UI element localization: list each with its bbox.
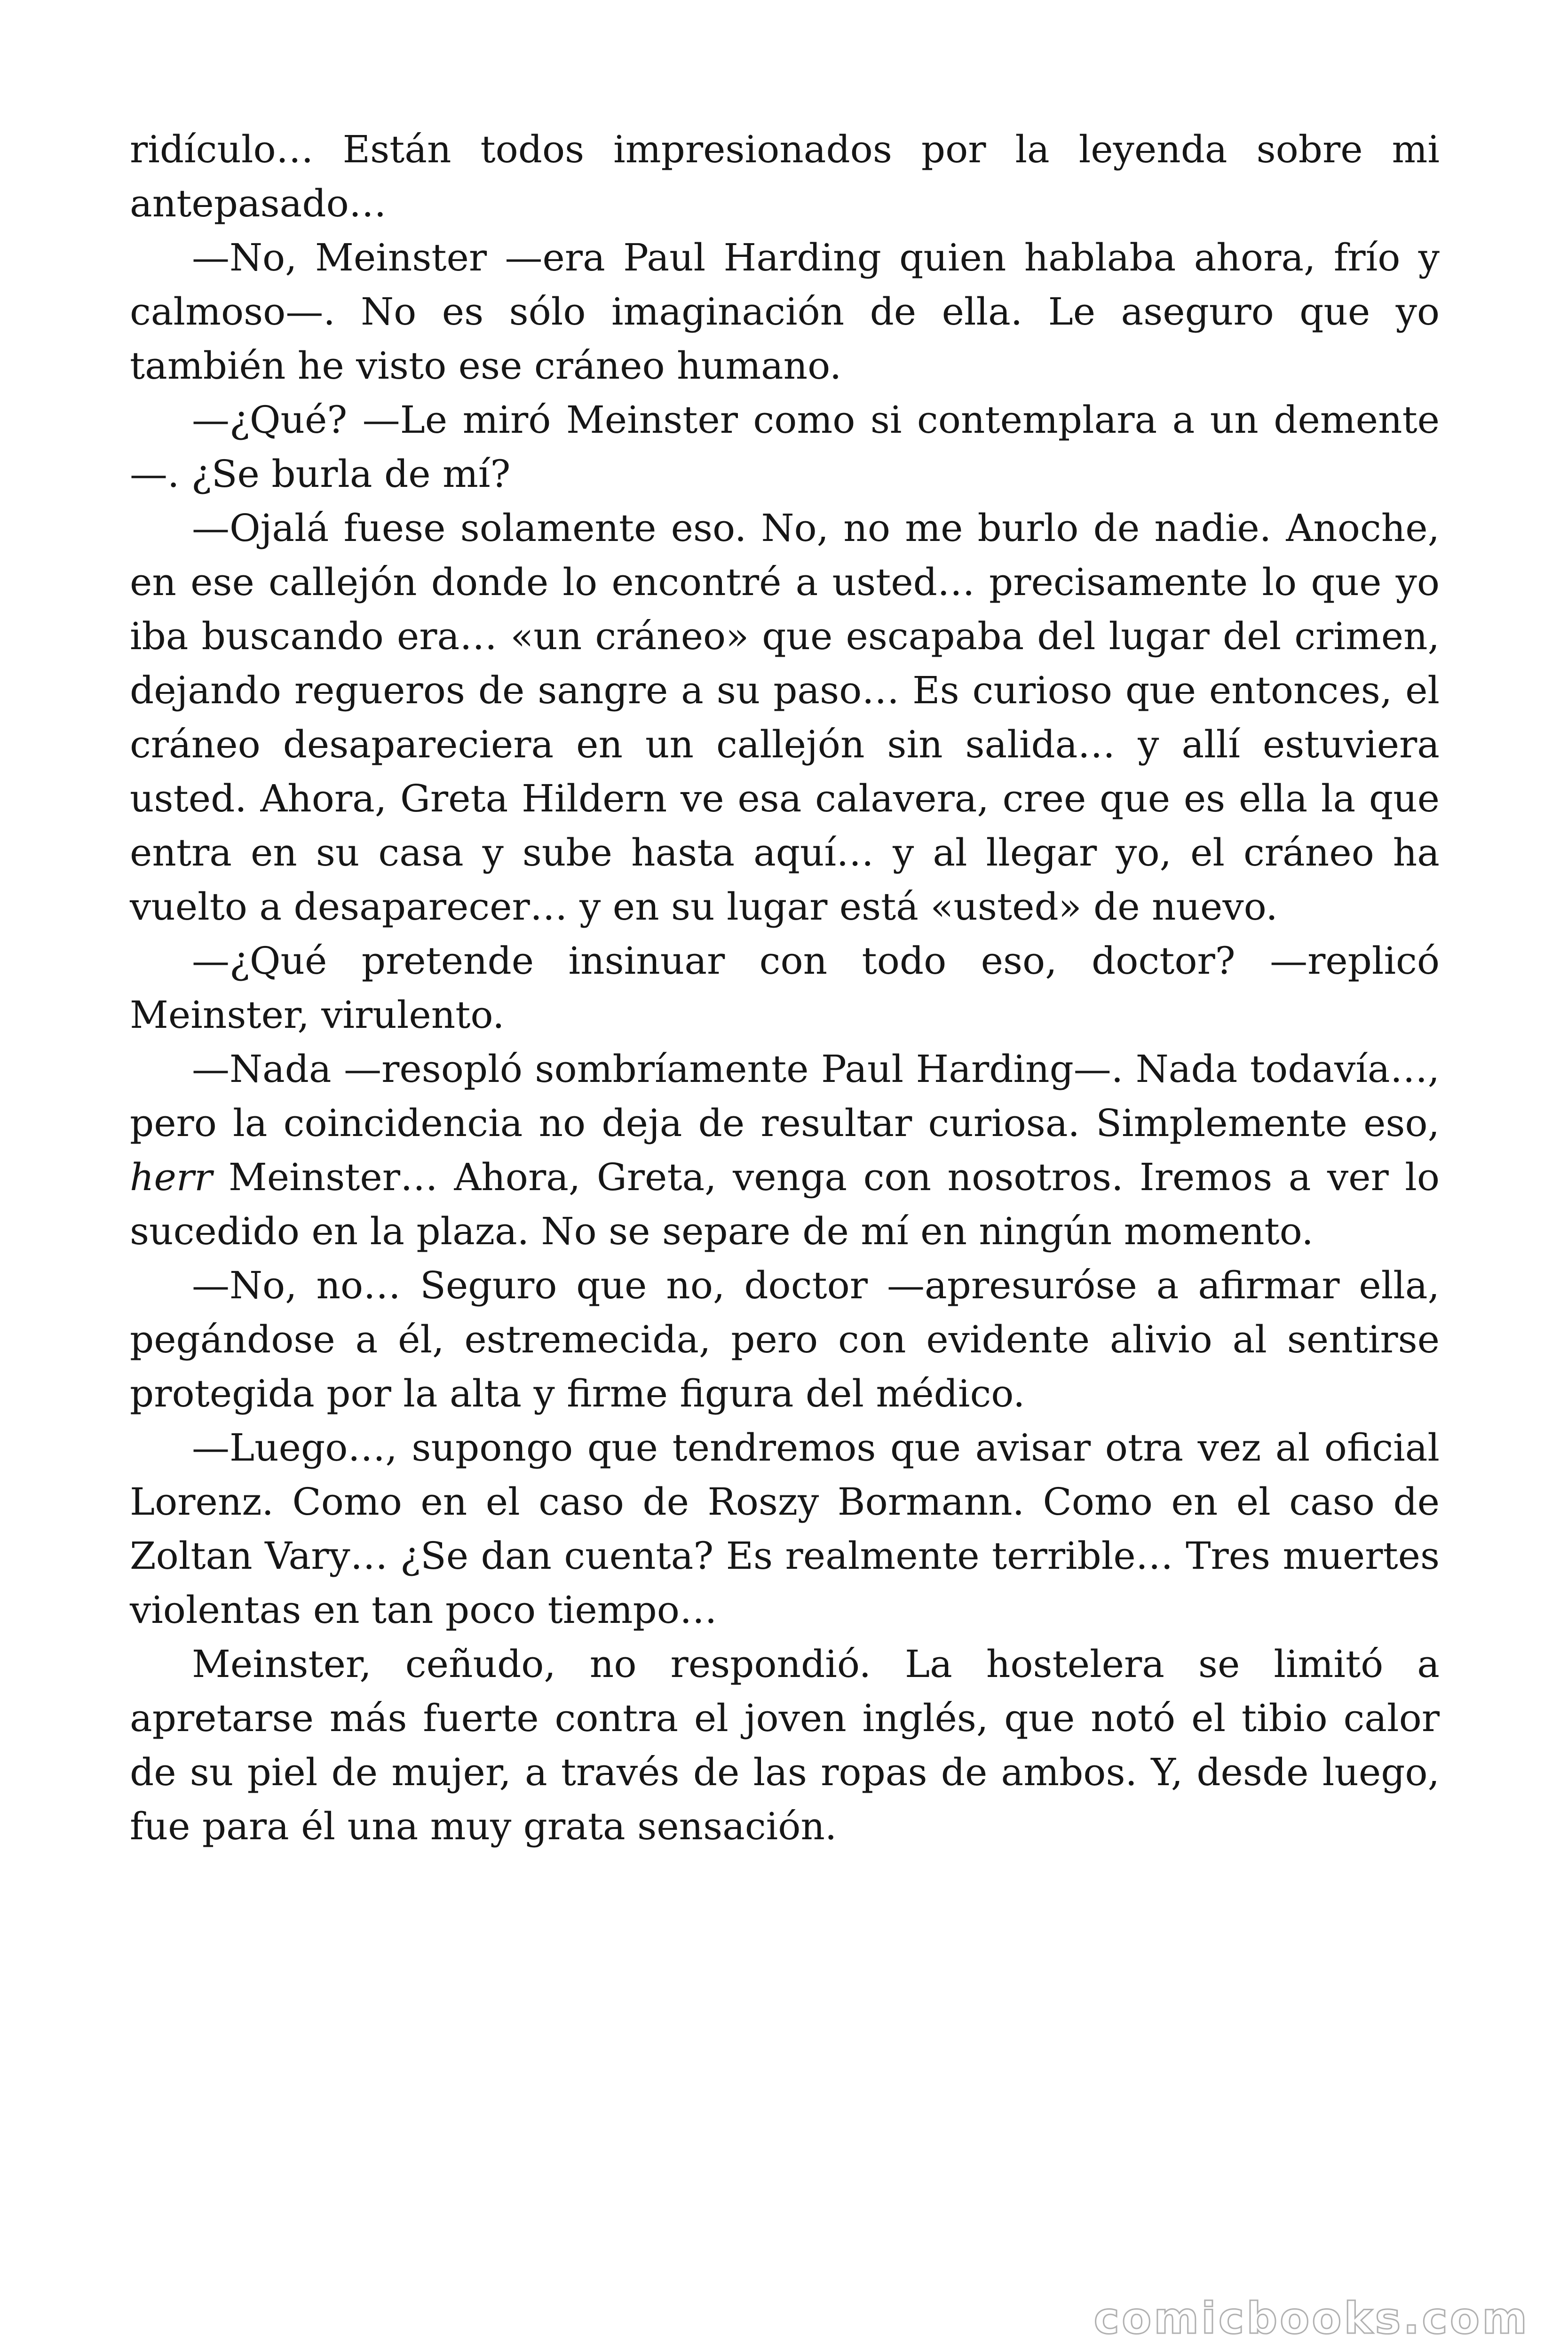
paragraph-5: —¿Qué pretende insinuar con todo eso, doctor? —replicó Meinster, virulento. <box>130 939 1440 1037</box>
paragraph-6-part-2: Meinster… Ahora, Greta, venga con nosotros. Iremos a ver lo sucedido en la plaza. No se separe de mí en ningún momento. <box>130 1155 1440 1253</box>
paragraph-3: —¿Qué? —Le miró Meinster como si contemplara a un demente—. ¿Se burla de mí? <box>130 398 1440 496</box>
paragraph-6-part-1: —Nada —resopló sombríamente Paul Harding—. Nada todavía…, pero la coincidencia no deja de resultar curiosa. Simplemente eso, <box>130 1047 1440 1145</box>
paragraph-4: —Ojalá fuese solamente eso. No, no me burlo de nadie. Anoche, en ese callejón donde lo encontré a usted… precisamente lo que yo iba buscando era… «un cráneo» que escapaba del lugar del crimen, dejando regueros de sangre a su paso… Es curioso que entonces, el cráneo desapareciera en un callejón sin salida… y allí estuviera usted. Ahora, Greta Hildern ve esa calavera, cree que es ella la que entra en su casa y sube hasta aquí… y al llegar yo, el cráneo ha vuelto a desaparecer… y en su lugar está «usted» de nuevo. <box>130 506 1440 929</box>
paragraph-9: Meinster, ceñudo, no respondió. La hostelera se limitó a apretarse más fuerte contra el joven inglés, que notó el tibio calor de su piel de mujer, a través de las ropas de ambos. Y, desde luego, fue para él una muy grata sensación. <box>130 1642 1440 1848</box>
paragraph-6 <box>130 1042 1440 1258</box>
paragraph-6-emphasis: herr <box>130 1155 213 1199</box>
paragraph-2: —No, Meinster —era Paul Harding quien hablaba ahora, frío y calmoso—. No es sólo imaginación de ella. Le aseguro que yo también he visto ese cráneo humano. <box>130 236 1440 388</box>
paragraph-1: ridículo… Están todos impresionados por la leyenda sobre mi antepasado… <box>130 127 1440 225</box>
body-text <box>130 122 1440 1853</box>
paragraph-7: —No, no… Seguro que no, doctor —apresuróse a afirmar ella, pegándose a él, estremecida, pero con evidente alivio al sentirse protegida por la alta y firme figura del médico. <box>130 1263 1440 1415</box>
paragraph-8: —Luego…, supongo que tendremos que avisar otra vez al oficial Lorenz. Como en el caso de Roszy Bormann. Como en el caso de Zoltan Vary… ¿Se dan cuenta? Es realmente terrible… Tres muertes violentas en tan poco tiempo… <box>130 1426 1440 1632</box>
watermark: comicbooks.com <box>1093 2293 1529 2344</box>
